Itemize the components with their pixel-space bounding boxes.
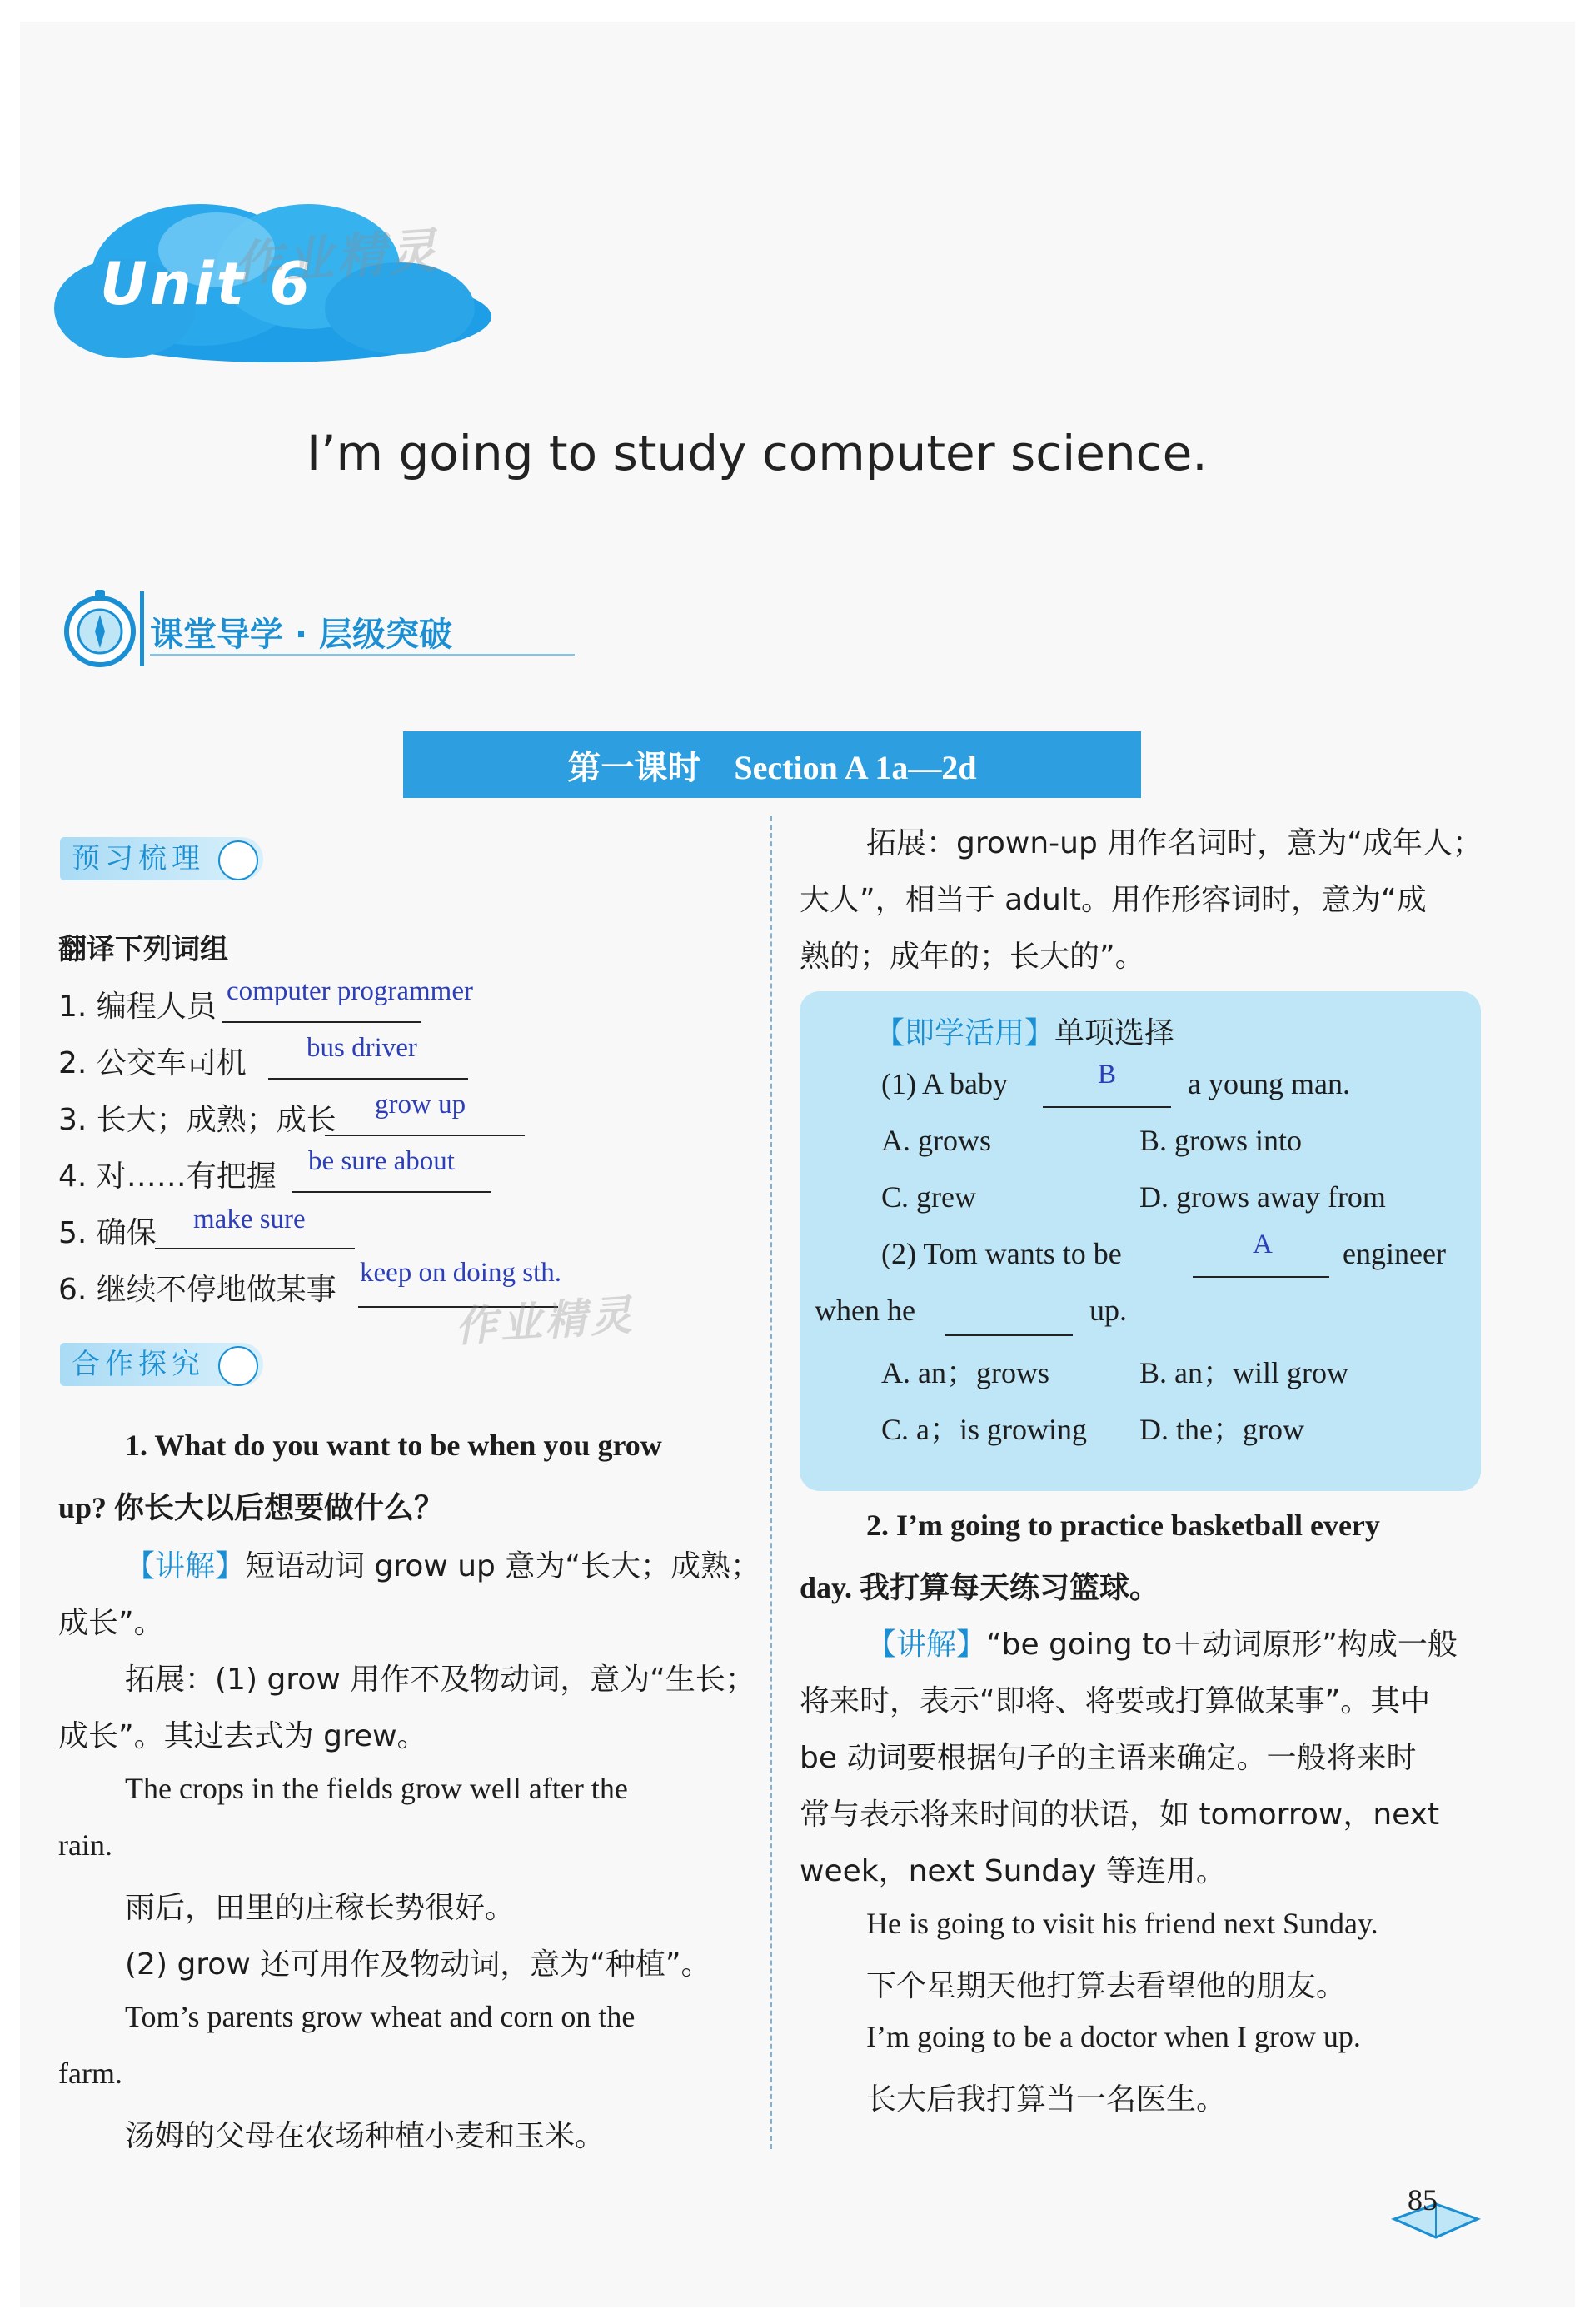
section-heading: 课堂导学 · 层级突破 xyxy=(150,616,453,654)
explain-line2: 成长”。 xyxy=(58,1606,164,1640)
mcq-2-option-c: C. a；is growing xyxy=(881,1413,1087,1446)
coop-tag xyxy=(60,1343,263,1386)
mcq-1-option-a: A. grows xyxy=(881,1124,991,1157)
explain2-text-a: “be going to＋动词原形”构成一般 xyxy=(986,1628,1458,1662)
example-cn-2: 汤姆的父母在农场种植小麦和玉米。 xyxy=(125,2119,606,2153)
example2-en-b: I’m going to be a doctor when I grow up. xyxy=(866,2020,1361,2053)
mcq-1-option-d: D. grows away from xyxy=(1139,1180,1386,1214)
explain2-line3: be 动词要根据句子的主语来确定。一般将来时 xyxy=(800,1741,1417,1775)
mcq-2-stem-a: (2) Tom wants to be xyxy=(881,1237,1122,1270)
vocab-item-5: 5. 确保 xyxy=(58,1216,157,1250)
mcq-2-blank-2 xyxy=(945,1296,1073,1336)
mcq-1-stem-b: a young man. xyxy=(1188,1067,1350,1100)
example2-cn-a: 下个星期天他打算去看望他的朋友。 xyxy=(866,1969,1347,2003)
answer-4: be sure about xyxy=(308,1146,455,1176)
explain2-line5: week，next Sunday 等连用。 xyxy=(800,1854,1226,1888)
mcq-2-answer: A xyxy=(1253,1229,1273,1259)
lesson-banner: 第一课时 Section A 1a—2d xyxy=(403,731,1141,798)
q1-heading-line1: 1. What do you want to be when you grow xyxy=(125,1429,662,1462)
compass-icon xyxy=(58,583,142,675)
mcq-2-option-d: D. the；grow xyxy=(1139,1413,1304,1446)
extension-3a: 拓展：grown-up 用作名词时，意为“成年人； xyxy=(866,826,1483,860)
example-cn-1: 雨后，田里的庄稼长势很好。 xyxy=(125,1891,516,1925)
preview-tag-label: 预习梳理 xyxy=(72,842,205,875)
coop-tag-label: 合作探究 xyxy=(72,1348,205,1381)
exercise-title: 单项选择 xyxy=(1054,1016,1175,1050)
answer-5: make sure xyxy=(193,1204,306,1234)
extension-2: (2) grow 还可用作及物动词，意为“种植”。 xyxy=(125,1947,711,1982)
answer-3: grow up xyxy=(375,1090,466,1120)
page-title: I’m going to study computer science. xyxy=(307,425,1208,481)
example-en-2a: Tom’s parents grow wheat and corn on the xyxy=(125,2000,636,2033)
page-number: 85 xyxy=(1408,2183,1438,2217)
exercise-label: 【即学活用】 xyxy=(875,1016,1055,1050)
example-en-1b: rain. xyxy=(58,1828,112,1862)
extension-1b: 成长”。其过去式为 grew。 xyxy=(58,1719,427,1753)
extension-3c: 熟的；成年的；长大的”。 xyxy=(800,940,1145,974)
exercise-heading xyxy=(875,1010,1174,1052)
mcq-2-option-b: B. an；will grow xyxy=(1139,1356,1348,1389)
vocab-item-3: 3. 长大；成熟；成长 xyxy=(58,1103,336,1137)
q2-heading-line2: day. 我打算每天练习篮球。 xyxy=(800,1571,1160,1604)
example2-cn-b: 长大后我打算当一名医生。 xyxy=(866,2082,1227,2117)
answer-1: computer programmer xyxy=(227,976,473,1006)
example-en-1a: The crops in the fields grow well after the xyxy=(125,1772,628,1805)
plant-icon xyxy=(218,840,258,880)
section-divider-bar xyxy=(140,591,144,666)
mcq-1-stem-a: (1) A baby xyxy=(881,1067,1008,1100)
vocab-item-6: 6. 继续不停地做某事 xyxy=(58,1273,336,1307)
mcq-1-option-b: B. grows into xyxy=(1139,1124,1303,1157)
answer-2: bus driver xyxy=(307,1033,417,1063)
section-underline xyxy=(150,654,575,656)
explain-label: 【讲解】 xyxy=(125,1549,246,1583)
mcq-1-answer: B xyxy=(1098,1060,1117,1090)
mcq-2-option-a: A. an；grows xyxy=(881,1356,1049,1389)
explain2-line4: 常与表示将来时间的状语，如 tomorrow，next xyxy=(800,1798,1440,1832)
column-divider xyxy=(770,816,772,2149)
mcq-2-stem-b: engineer xyxy=(1343,1237,1446,1270)
extension-3b: 大人”，相当于 adult。用作形容词时，意为“成 xyxy=(800,883,1427,917)
mcq-1-option-c: C. grew xyxy=(881,1180,976,1214)
extension-1a: 拓展：(1) grow 用作不及物动词，意为“生长； xyxy=(125,1663,755,1697)
example2-en-a: He is going to visit his friend next Sunday. xyxy=(866,1907,1378,1940)
q2-heading-line1: 2. I’m going to practice basketball every xyxy=(866,1509,1380,1542)
translate-title: 翻译下列词组 xyxy=(58,933,228,966)
vocab-item-2: 2. 公交车司机 xyxy=(58,1046,247,1080)
explain2-line1 xyxy=(866,1621,1458,1663)
watermark: 作业精灵 xyxy=(232,222,442,293)
mcq-2-stem-d: up. xyxy=(1089,1294,1127,1327)
preview-tag xyxy=(60,837,263,880)
example-en-2b: farm. xyxy=(58,2057,122,2090)
explain-text-1: 短语动词 grow up 意为“长大；成熟； xyxy=(245,1549,760,1583)
q1-heading-line2: up? 你长大以后想要做什么？ xyxy=(58,1491,445,1524)
answer-6: keep on doing sth. xyxy=(360,1258,561,1288)
plant-icon xyxy=(218,1346,258,1386)
vocab-item-1: 1. 编程人员 xyxy=(58,990,217,1024)
explain2-label: 【讲解】 xyxy=(866,1628,987,1662)
vocab-item-4: 4. 对……有把握 xyxy=(58,1160,277,1194)
watermark-2: 作业精灵 xyxy=(453,1290,637,1352)
explain-line1 xyxy=(125,1543,760,1585)
unit-title: Unit 6 xyxy=(100,250,313,318)
mcq-2-stem-c: when he xyxy=(815,1294,915,1327)
explain2-line2: 将来时，表示“即将、将要或打算做某事”。其中 xyxy=(800,1684,1431,1718)
